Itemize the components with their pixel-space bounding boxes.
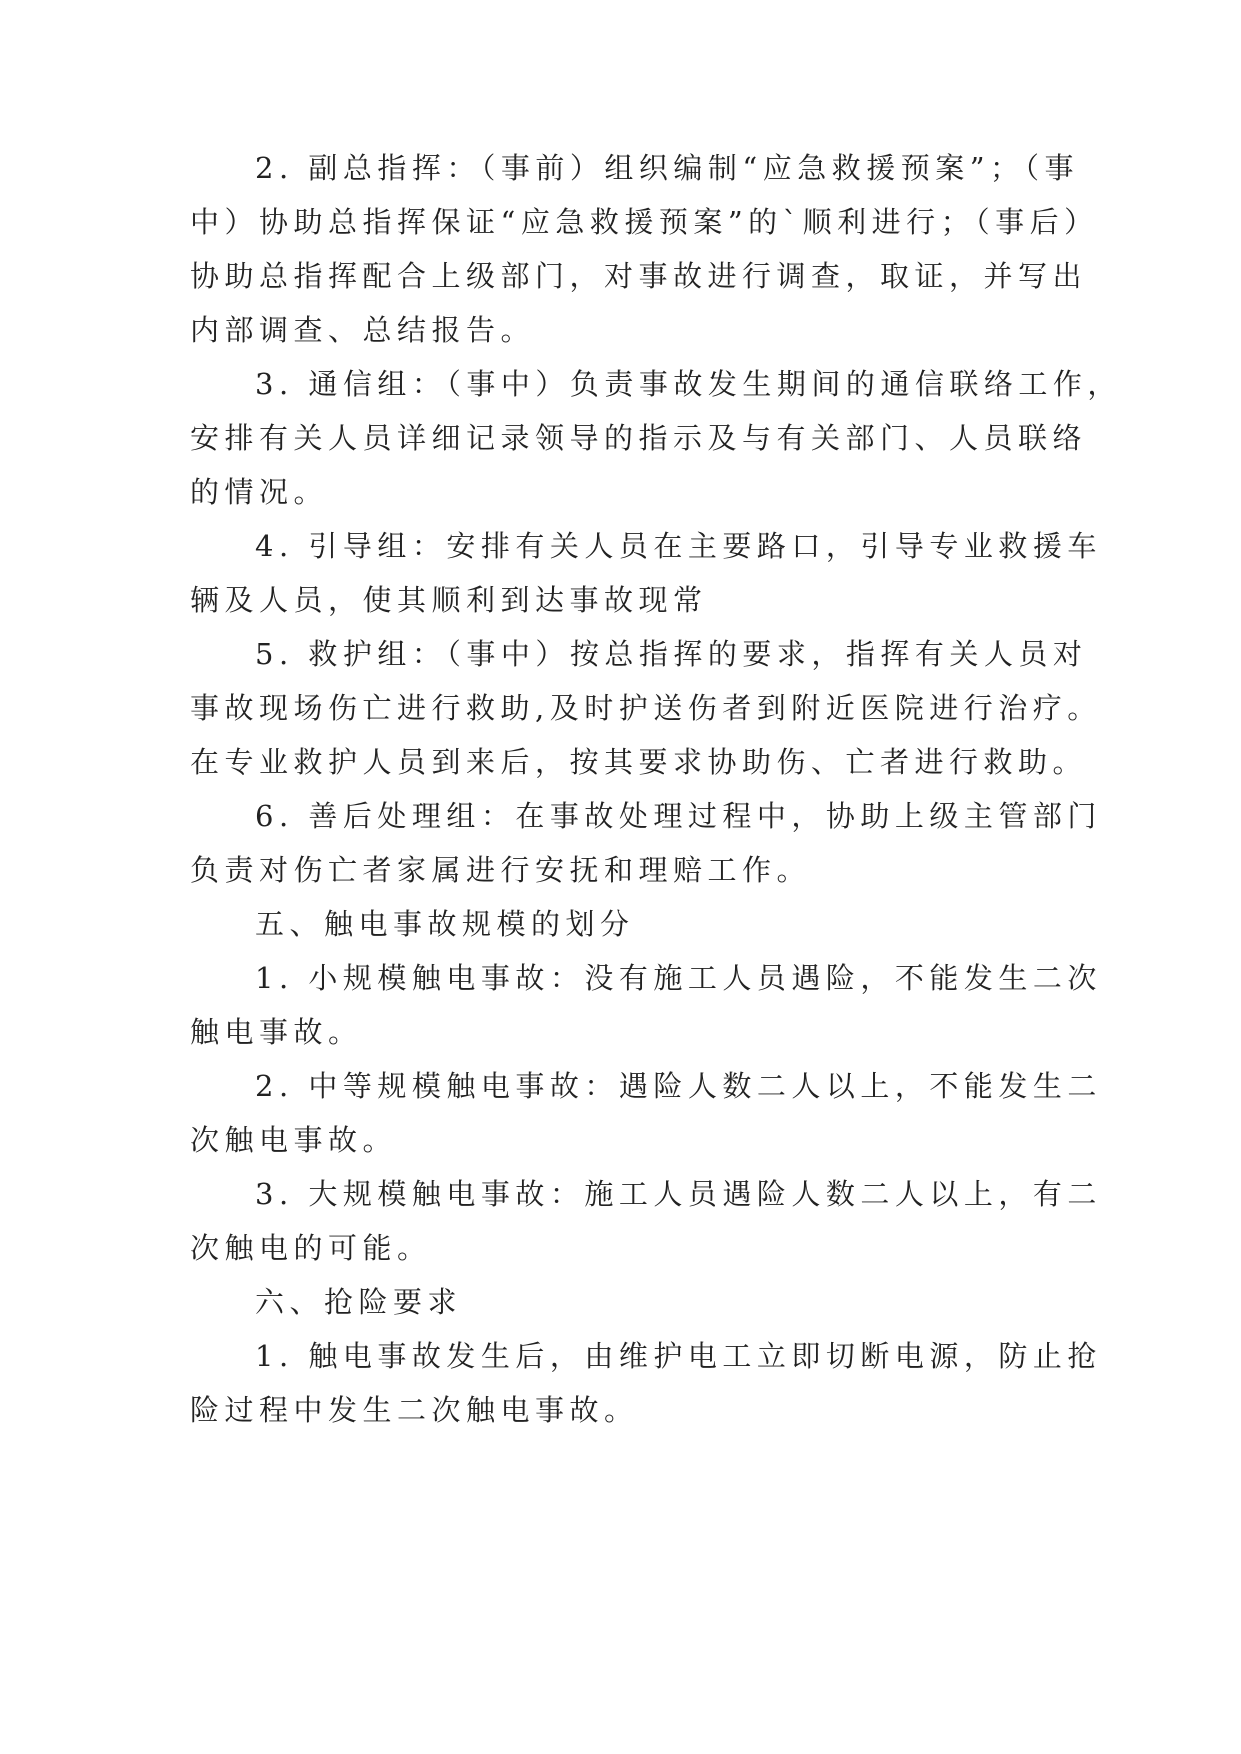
paragraph-line: 在专业救护人员到来后，按其要求协助伤、亡者进行救助。 — [190, 745, 1088, 779]
paragraph-line: 内部调查、总结报告。 — [190, 313, 536, 347]
paragraph-line: 协助总指挥配合上级部门，对事故进行调查，取证，并写出 — [190, 259, 1088, 293]
paragraph-line: 1. 触电事故发生后，由维护电工立即切断电源，防止抢 — [255, 1339, 1102, 1373]
paragraph-line: 触电事故。 — [190, 1015, 363, 1049]
paragraph-line: 的情况。 — [190, 475, 329, 509]
section-heading: 六、抢险要求 — [255, 1285, 463, 1319]
paragraph-line: 险过程中发生二次触电事故。 — [190, 1393, 639, 1427]
paragraph-line: 1. 小规模触电事故：没有施工人员遇险，不能发生二次 — [255, 961, 1102, 995]
paragraph-line: 次触电的可能。 — [190, 1231, 432, 1265]
paragraph-line: 3. 大规模触电事故：施工人员遇险人数二人以上，有二 — [255, 1177, 1102, 1211]
paragraph-line: 5. 救护组：（事中）按总指挥的要求，指挥有关人员对 — [255, 637, 1088, 671]
paragraph-line: 2. 中等规模触电事故：遇险人数二人以上，不能发生二 — [255, 1069, 1102, 1103]
paragraph-line: 安排有关人员详细记录领导的指示及与有关部门、人员联络 — [190, 421, 1088, 455]
paragraph-line: 4. 引导组：安排有关人员在主要路口，引导专业救援车 — [255, 529, 1102, 563]
paragraph-line: 辆及人员，使其顺利到达事故现常 — [190, 583, 708, 617]
paragraph-line: 负责对伤亡者家属进行安抚和理赔工作。 — [190, 853, 812, 887]
paragraph-line: 3. 通信组：（事中）负责事故发生期间的通信联络工作， — [255, 367, 1122, 401]
paragraph-line: 事故现场伤亡进行救助,及时护送伤者到附近医院进行治疗。 — [190, 691, 1102, 725]
paragraph-line: 6. 善后处理组：在事故处理过程中，协助上级主管部门 — [255, 799, 1102, 833]
section-heading: 五、触电事故规模的划分 — [255, 907, 635, 941]
paragraph-line: 中）协助总指挥保证“应急救援预案”的`顺利进行；（事后） — [190, 205, 1099, 239]
paragraph-line: 2. 副总指挥：（事前）组织编制“应急救援预案”；（事 — [255, 151, 1080, 185]
paragraph-line: 次触电事故。 — [190, 1123, 398, 1157]
